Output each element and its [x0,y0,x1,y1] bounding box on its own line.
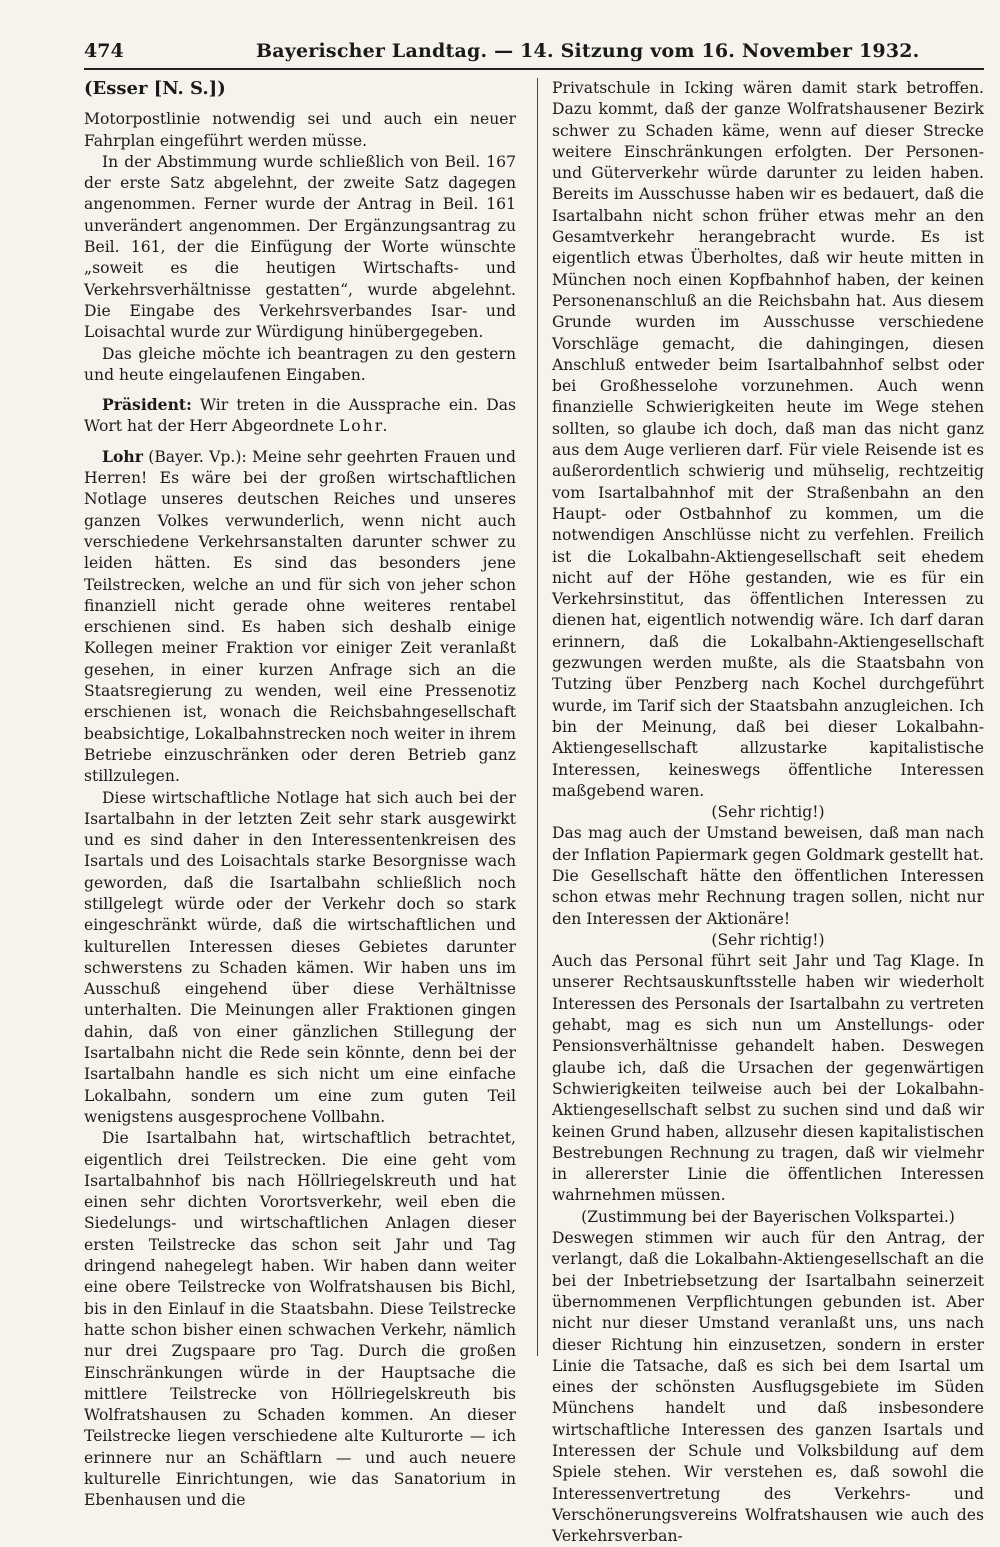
president-text: Wir treten in die Aussprache ein. Das Wort hat der Herr Abgeordnete [84,396,516,436]
paragraph: Motorpostlinie notwendig sei und auch ein neuer Fahrplan eingeführt werden müsse. [84,110,516,150]
speaker-name: Lohr. [338,417,390,436]
speaker-label: Präsident: [102,395,192,415]
interjection: (Sehr richtig!) [711,930,825,949]
page-header [84,36,984,70]
speech-text: Meine sehr geehrten Frauen und Herren! Es wäre bei der großen wirtschaftlichen Notlage unseres deutschen Reiches und unseres ganzen Volkes verwunderlich, wenn nicht auch verschiedene Verkehrsanstalten darunter schwer zu leiden hätten. Es sind das besonders jene Teilstrecken, welche an und für sich von jeher schon finanziell nicht gerade ohne weiteres rentabel erschienen sind. Es haben sich deshalb einige Kollegen meiner Fraktion vor einiger Zeit veranlaßt gesehen, in einer kurzen Anfrage sich an die Staatsregierung zu wenden, weil eine Pressenotiz erschienen ist, wonach die Reichsbahngesellschaft beabsichtige, Lokalbahnstrecken noch weiter in ihrem Betriebe einzuschränken oder deren Betrieb ganz stillzulegen. [84,447,516,786]
page-number: 474 [84,40,124,62]
continuation-speaker: (Esser [N. S.]) [84,78,226,99]
interjection: (Zustimmung bei der Bayerischen Volkspartei.) [581,1207,955,1226]
speaker-label: Lohr [102,446,143,466]
lohr-paragraph [84,446,516,788]
column-divider [537,78,538,1356]
paragraph: Privatschule in Icking wären damit stark betroffen. Dazu kommt, daß der ganze Wolfratshausener Bezirk schwer zu Schaden käme, wenn auf dieser Strecke weitere Einschränkungen erfolgten. Der Personen- und Güterverkehr würde darunter zu leiden haben. Bereits im Ausschusse haben wir es bedauert, daß die Isartalbahn nicht schon früher etwas mehr an den Gesamtverkehr herangebracht wurde. Es ist eigentlich etwas Überholtes, daß wir heute mitten in München noch einen Kopfbahnhof haben, der keinen Personenanschluß an die Reichsbahn hat. Aus diesem Grunde wurden im Ausschusse verschiedene Vorschläge gemacht, die dahingingen, diesen Anschluß entweder beim Isartalbahnhof selbst oder bei Großhesselohe vorzunehmen. Auch wenn finanzielle Schwierigkeiten heute im Wege stehen sollten, so glaube ich doch, daß man das nicht ganz aus dem Auge verlieren darf. Für viele Reisende ist es außerordentlich schwierig und mühselig, rechtzeitig vom Isartalbahnhof mit der Straßenbahn an den Haupt- oder Ostbahnhof zu kommen, um die notwendigen Anschlüsse nicht zu verfehlen. Freilich ist die Lokalbahn-Aktiengesellschaft seit ehedem nicht auf der Höhe gestanden, wie es für ein Verkehrsinstitut, das öffentlichen Interessen zu dienen hat, eigentlich notwendig wäre. Ich darf daran erinnern, daß die Lokalbahn-Aktiengesellschaft gezwungen werden mußte, als die Staatsbahn von Tutzing über Penzberg nach Kochel durchgeführt wurde, im Tarif sich der Staatsbahn anzugleichen. Ich bin der Meinung, daß bei dieser Lokalbahn-Aktiengesellschaft allzustarke kapitalistische Interessen, keineswegs öffentliche Interessen maßgebend waren. [552,79,984,800]
party-label: (Bayer. Vp.): [148,447,247,466]
interjection: (Sehr richtig!) [711,803,825,822]
paragraph: Das mag auch der Umstand beweisen, daß man nach der Inflation Papiermark gegen Goldmark gestellt hat. Die Gesellschaft hätte den öffentlichen Interessen schon etwas mehr Rechnung tragen sollen, nicht nur den Interessen der Aktionäre! [552,824,984,928]
left-column [84,78,516,1512]
right-column [552,78,984,1547]
paragraph: Auch das Personal führt seit Jahr und Tag Klage. In unserer Rechtsauskunftsstelle haben wir wiederholt Interessen des Personals der Isartalbahn zu vertreten gehabt, mag es sich nun um Anstellungs- oder Pensionsverhältnisse gehandelt haben. Deswegen glaube ich, daß die Ursachen der gegenwärtigen Schwierigkeiten teilweise auch bei der Lokalbahn-Aktiengesellschaft selbst zu suchen sind und daß wir keinen Grund haben, allzusehr diesen kapitalistischen Bestrebungen Rechnung zu tragen, daß wir vielmehr in allererster Linie die öffentlichen Interessen wahrnehmen müssen. [552,952,984,1205]
paragraph: Diese wirtschaftliche Notlage hat sich auch bei der Isartalbahn in der letzten Zeit sehr stark ausgewirkt und es sind daher in den Interessentenkreisen des Isartals und des Loisachtals starke Besorgnisse wach geworden, daß die Isartalbahn schließlich noch stillgelegt würde oder der Verkehr doch so stark eingeschränkt würde, daß die wirtschaftlichen und kulturellen Interessen dieses Gebietes darunter schwerstens zu Schaden kämen. Wir haben uns im Ausschuß eingehend über diese Verhältnisse unterhalten. Die Meinungen aller Fraktionen gingen dahin, daß von einer gänzlichen Stillegung der Isartalbahn nicht die Rede sein könnte, denn bei der Isartalbahn handle es sich nicht um eine einfache Lokalbahn, sondern um eine zum guten Teil wenigstens ausgesprochene Vollbahn. [84,788,516,1126]
paragraph: Die Isartalbahn hat, wirtschaftlich betrachtet, eigentlich drei Teilstrecken. Die eine geht vom Isartalbahnhof bis nach Höllriegelskreuth und hat einen sehr dichten Vorortsverkehr, weil eben die Siedelungs- und wirtschaftlichen Anlagen dieser ersten Teilstrecke das schon seit Jahr und Tag dringend nahegelegt haben. Wir haben dann weiter eine obere Teilstrecke von Wolfratshausen bis Bichl, bis in den Einlauf in die Staatsbahn. Diese Teilstrecke hatte schon bisher einen schwachen Verkehr, nämlich nur drei Zugspaare pro Tag. Durch die großen Einschränkungen würde in der Hauptsache die mittlere Teilstrecke von Höllriegelskreuth bis Wolfratshausen zu Schaden kommen. An dieser Teilstrecke liegen verschiedene alte Kulturorte — ich erinnere nur an Schäftlarn — und auch neuere kulturelle Einrichtungen, wie das Sanatorium in Ebenhausen und die [84,1129,516,1510]
paragraph: Deswegen stimmen wir auch für den Antrag, der verlangt, daß die Lokalbahn-Aktiengesellschaft an die bei der Inbetriebsetzung der Isartalbahn seinerzeit übernommenen Verpflichtungen gebunden ist. Aber nicht nur dieser Umstand veranlaßt uns, uns nach dieser Richtung hin einzusetzen, sondern in erster Linie die Tatsache, daß es sich bei dem Isartal um eines der schönsten Ausflugsgebiete im Süden Münchens handelt und daß insbesondere wirtschaftliche Interessen des ganzen Isartals und Interessen der Schule und Volksbildung auf dem Spiele stehen. Wir verstehen es, daß sowohl die Interessenvertretung des Verkehrs- und Verschönerungsvereins Wolfratshausen wie auch des Verkehrsverban- [552,1229,984,1546]
paragraph: In der Abstimmung wurde schließlich von Beil. 167 der erste Satz abgelehnt, der zweite Satz dagegen angenommen. Ferner wurde der Antrag in Beil. 161 unverändert angenommen. Der Ergänzungsantrag zu Beil. 161, der die Einfügung der Worte wünschte „soweit es die heutigen Wirtschafts- und Verkehrsverhältnisse gestatten“, wurde abgelehnt. Die Eingabe des Verkehrsverbandes Isar- und Loisachtal wurde zur Würdigung hinübergegeben. [84,152,516,342]
running-title: Bayerischer Landtag. — 14. Sitzung vom 16. November 1932. [256,40,920,62]
president-paragraph [84,394,516,438]
paragraph: Das gleiche möchte ich beantragen zu den gestern und heute eingelaufenen Eingaben. [84,344,516,384]
